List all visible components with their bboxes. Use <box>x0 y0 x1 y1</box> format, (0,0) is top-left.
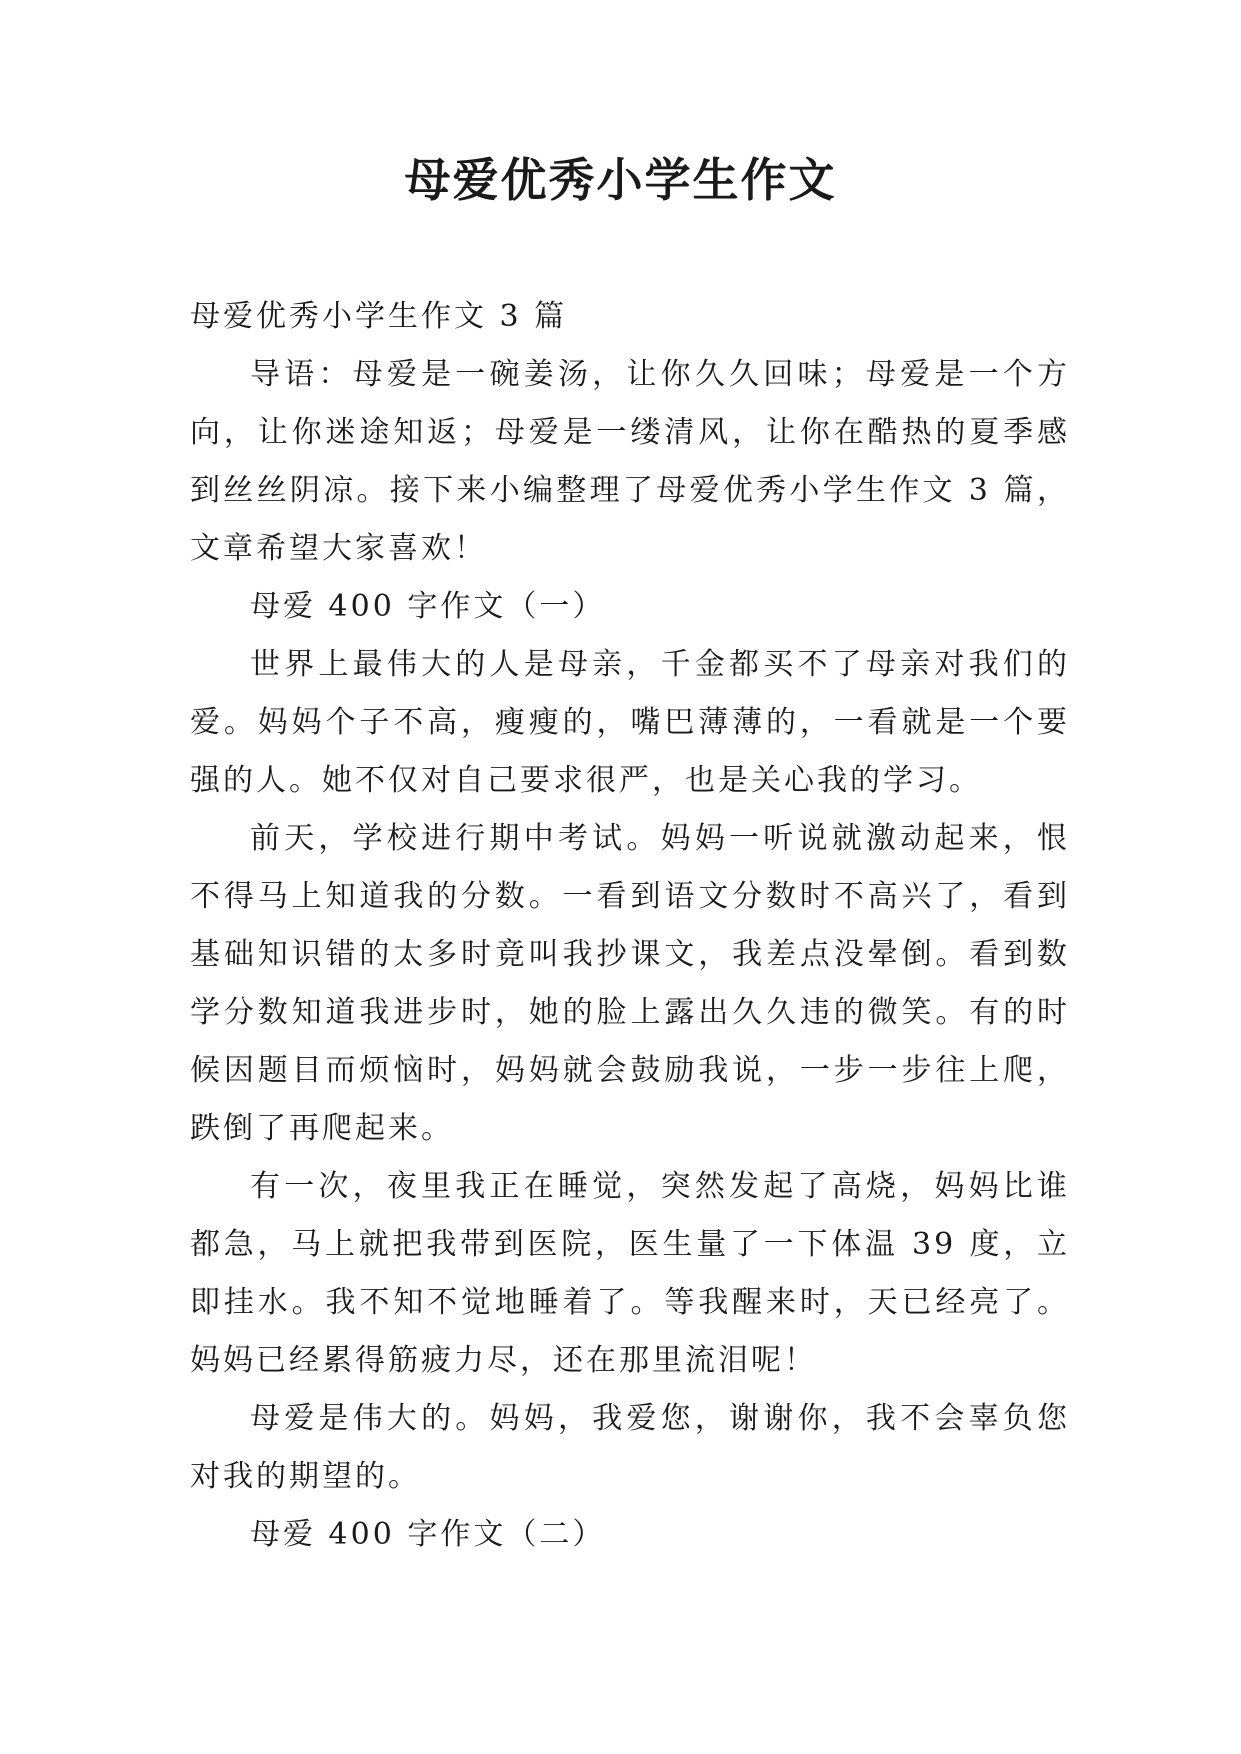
intro-paragraph: 导语：母爱是一碗姜汤，让你久久回味；母爱是一个方向，让你迷途知返；母爱是一缕清风，让你在酷热的夏季感到丝丝阴凉。接下来小编整理了母爱优秀小学生作文 3 篇，文章希望大家喜欢！ <box>190 357 1070 566</box>
document-body <box>190 288 1070 1564</box>
body-paragraph: 世界上最伟大的人是母亲，千金都买不了母亲对我们的爱。妈妈个子不高，瘦瘦的，嘴巴薄薄的，一看就是一个要强的人。她不仅对自己要求很严，也是关心我的学习。 <box>190 647 1070 798</box>
body-paragraph: 有一次，夜里我正在睡觉，突然发起了高烧，妈妈比谁都急，马上就把我带到医院，医生量了一下体温 39 度，立即挂水。我不知不觉地睡着了。等我醒来时，天已经亮了。妈妈已经累得筋疲力尽，还在那里流泪呢！ <box>190 1169 1070 1378</box>
subtitle-paragraph: 母爱优秀小学生作文 3 篇 <box>190 299 568 334</box>
document-title: 母爱优秀小学生作文 <box>404 153 837 207</box>
body-paragraph: 前天，学校进行期中考试。妈妈一听说就激动起来，恨不得马上知道我的分数。一看到语文分数时不高兴了，看到基础知识错的太多时竟叫我抄课文，我差点没晕倒。看到数学分数知道我进步时，她的脸上露出久久违的微笑。有的时候因题目而烦恼时，妈妈就会鼓励我说，一步一步往上爬，跌倒了再爬起来。 <box>190 821 1070 1146</box>
body-paragraph: 母爱是伟大的。妈妈，我爱您，谢谢你，我不会辜负您对我的期望的。 <box>190 1401 1070 1494</box>
section-heading-two: 母爱 400 字作文（二） <box>250 1517 606 1552</box>
section-heading-one: 母爱 400 字作文（一） <box>250 589 606 624</box>
